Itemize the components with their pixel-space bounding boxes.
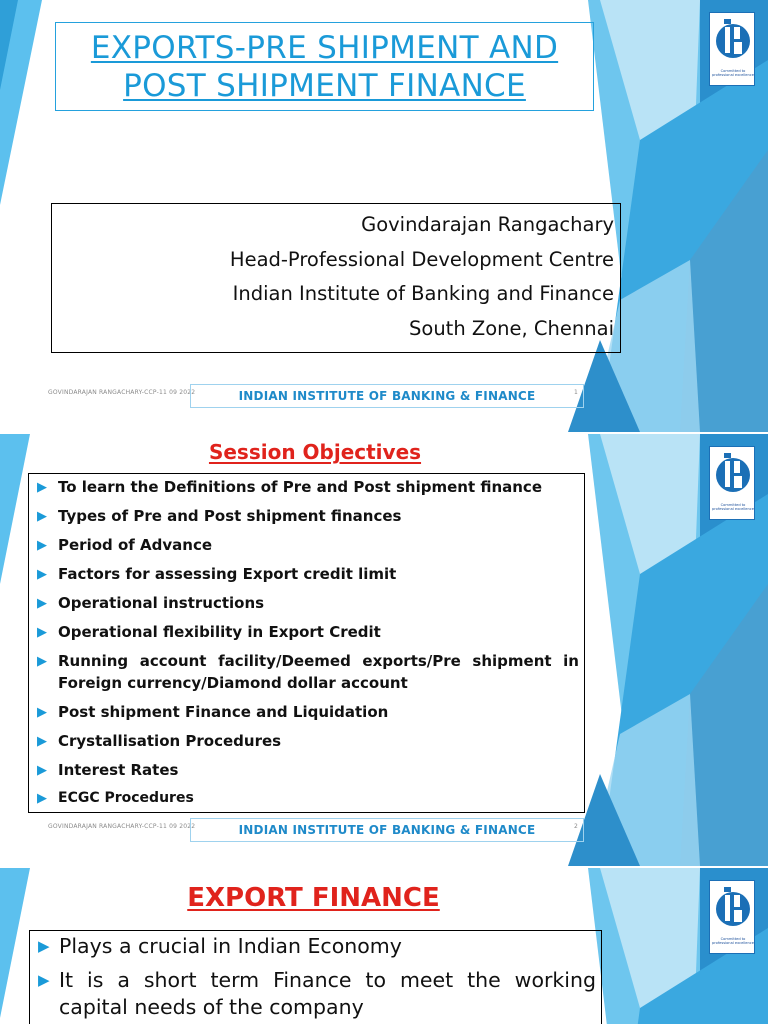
slide-title-box: [55, 22, 594, 111]
iibf-logo: [709, 446, 755, 520]
logo-motto: Committed to professional excellence: [712, 503, 754, 511]
list-item: ▶ Period of Advance: [37, 535, 579, 557]
list-item: ▶ Post shipment Finance and Liquidation: [37, 702, 579, 724]
iibf-logo: [709, 880, 755, 954]
triangle-right-icon: ▶: [37, 734, 47, 749]
triangle-right-icon: ▶: [37, 763, 47, 778]
objectives-box: [28, 473, 585, 813]
slide-3: [0, 868, 768, 1024]
iibf-logo-icon: [710, 881, 756, 937]
author-institution: Indian Institute of Banking and Finance: [232, 282, 614, 305]
triangle-right-icon: ▶: [38, 937, 50, 955]
triangle-right-icon: ▶: [37, 509, 47, 524]
list-item: ▶ Interest Rates: [37, 760, 579, 782]
iibf-logo: [709, 12, 755, 86]
logo-motto: Committed to professional excellence: [712, 69, 754, 77]
author-zone: South Zone, Chennai: [409, 316, 614, 340]
page-number: 2: [574, 823, 578, 830]
list-item: ▶ Operational flexibility in Export Credit: [37, 622, 579, 644]
triangle-right-icon: ▶: [37, 480, 47, 495]
export-finance-box: [29, 930, 602, 1024]
list-item: ▶ Plays a crucial in Indian Economy: [38, 934, 402, 958]
logo-motto: Committed to professional excellence: [712, 937, 754, 945]
triangle-right-icon: ▶: [37, 596, 47, 611]
iibf-logo-icon: [710, 447, 756, 503]
slide-2: [0, 434, 768, 866]
session-objectives-heading: Session Objectives: [208, 440, 422, 464]
triangle-right-icon: ▶: [37, 654, 47, 669]
slide-1: [0, 0, 768, 432]
triangle-right-icon: ▶: [37, 791, 47, 806]
list-item: ▶ Types of Pre and Post shipment finances: [37, 506, 579, 528]
list-item: ▶ Running account facility/Deemed exports/Pre shipment in Foreign currency/Diamond dollar account: [37, 652, 579, 692]
author-name: Govindarajan Rangachary: [361, 213, 614, 236]
triangle-right-icon: ▶: [37, 625, 47, 640]
iibf-logo-icon: [710, 13, 756, 69]
list-item: ▶ Operational instructions: [37, 593, 579, 615]
triangle-right-icon: ▶: [37, 538, 47, 553]
triangle-right-icon: ▶: [38, 971, 50, 989]
triangle-right-icon: ▶: [37, 705, 47, 720]
slide-title-line-2: POST SHIPMENT FINANCE: [123, 68, 526, 104]
list-item: ▶ ECGC Procedures: [37, 788, 579, 810]
list-item: ▶ Factors for assessing Export credit limit: [37, 564, 579, 586]
footer-author-date: GOVINDARAJAN RANGACHARY-CCP-11 09 2022: [48, 389, 196, 396]
triangle-right-icon: ▶: [37, 567, 47, 582]
list-item: ▶ To learn the Definitions of Pre and Post shipment finance: [37, 477, 579, 499]
author-role: Head-Professional Development Centre: [229, 247, 614, 271]
slide-title-line-1: EXPORTS-PRE SHIPMENT AND: [90, 30, 559, 66]
page-number: 1: [574, 389, 578, 396]
author-box: [51, 203, 621, 353]
footer-institute: INDIAN INSTITUTE OF BANKING & FINANCE: [190, 384, 584, 408]
list-item: ▶ It is a short term Finance to meet the working capital needs of the company: [38, 968, 596, 1019]
footer-institute: INDIAN INSTITUTE OF BANKING & FINANCE: [190, 818, 584, 842]
list-item: ▶ Crystallisation Procedures: [37, 731, 579, 753]
footer-author-date: GOVINDARAJAN RANGACHARY-CCP-11 09 2022: [48, 823, 196, 830]
export-finance-heading: EXPORT FINANCE: [187, 883, 440, 913]
